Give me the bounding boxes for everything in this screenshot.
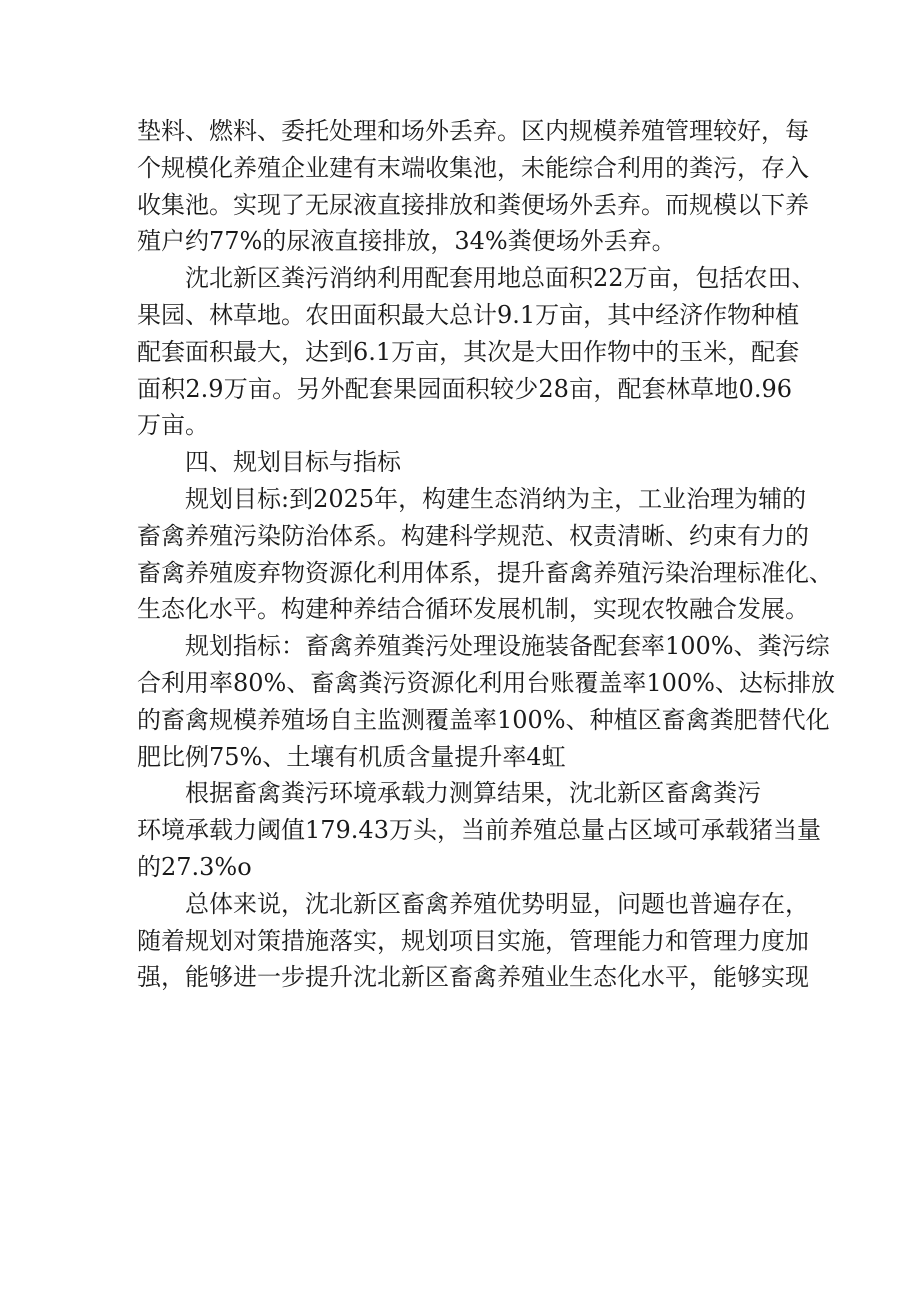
paragraph-summary: [137, 886, 809, 996]
text-line: 垫料、燃料、委托处理和场外丢弃。区内规模养殖管理较好，每: [137, 117, 809, 145]
paragraph-planning-goal: [137, 481, 833, 628]
text-line: 强，能够进一步提升沈北新区畜禽养殖业生态化水平，能够实现: [137, 963, 809, 992]
text-line: 面积2.9万亩。另外配套果园面积较少28亩，配套林草地0.96: [137, 374, 792, 403]
text-line: 殖户约77%的尿液直接排放，34%粪便场外丢弃。: [137, 227, 676, 256]
text-line: 生态化水平。构建种养结合循环发展机制，实现农牧融合发展。: [137, 595, 809, 624]
text-line: 畜禽养殖废弃物资源化利用体系，提升畜禽养殖污染治理标准化、: [137, 558, 833, 587]
text-line: 畜禽养殖污染防治体系。构建科学规范、权责清晰、约束有力的: [137, 521, 809, 550]
text-line: 总体来说，沈北新区畜禽养殖优势明显，问题也普遍存在，: [185, 889, 809, 918]
text-line: 的27.3%o: [137, 852, 252, 881]
text-line: 个规模化养殖企业建有末端收集池，未能综合利用的粪污，存入: [137, 153, 809, 182]
section-heading: [137, 444, 792, 481]
text-line: 的畜禽规模养殖场自主监测覆盖率100%、种植区畜禽粪肥替代化: [137, 705, 830, 734]
paragraph-land-use: [137, 260, 816, 444]
text-line: 规划目标:到2025年，构建生态消纳为主，工业治理为辅的: [185, 484, 807, 513]
text-line: 肥比例75%、土壤有机质含量提升率4虹: [137, 742, 566, 771]
paragraph-waste-handling: [137, 113, 809, 260]
paragraph-planning-indicators: [137, 628, 835, 775]
text-line: 环境承载力阈值179.43万头，当前养殖总量占区域可承载猪当量: [137, 816, 821, 845]
text-line: 规划指标：畜禽养殖粪污处理设施装备配套率100%、粪污综: [185, 632, 830, 661]
paragraph-carrying-capacity: [137, 775, 821, 885]
text-line: 果园、林草地。农田面积最大总计9.1万亩，其中经济作物种植: [137, 300, 800, 329]
document-body: [137, 113, 835, 996]
text-line: 万亩。: [137, 411, 209, 440]
text-line: 合利用率80%、畜禽粪污资源化利用台账覆盖率100%、达标排放: [137, 668, 835, 697]
text-line: 收集池。实现了无尿液直接排放和粪便场外丢弃。而规模以下养: [137, 190, 809, 219]
text-line: 随着规划对策措施落实，规划项目实施，管理能力和管理力度加: [137, 926, 809, 955]
text-line: 配套面积最大，达到6.1万亩，其次是大田作物中的玉米，配套: [137, 337, 800, 366]
heading-text: 四、规划目标与指标: [185, 448, 401, 477]
text-line: 沈北新区粪污消纳利用配套用地总面积22万亩，包括农田、: [185, 264, 816, 293]
text-line: 根据畜禽粪污环境承载力测算结果，沈北新区畜禽粪污: [185, 779, 761, 808]
